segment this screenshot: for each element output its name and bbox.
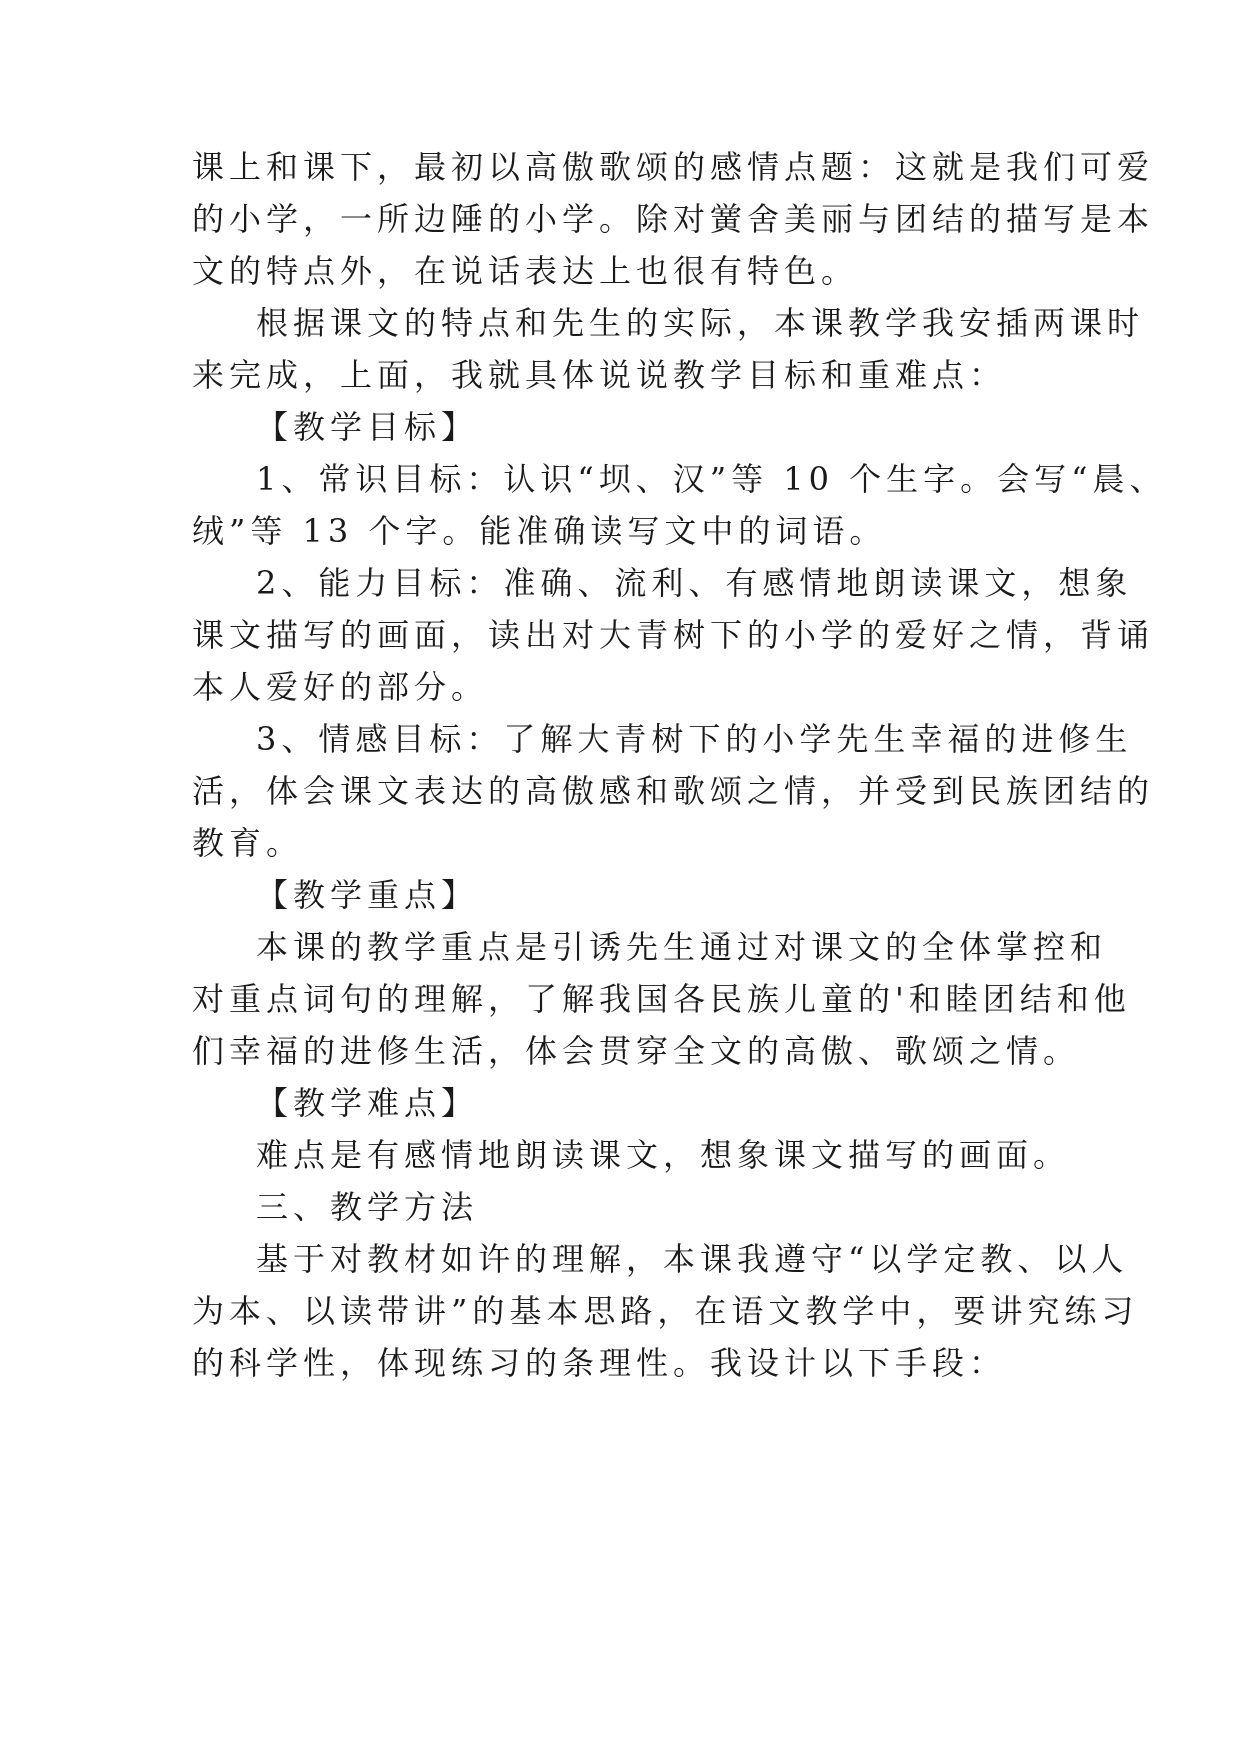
text-line: 为本、以读带讲”的基本思路，在语文教学中，要讲究练习 (192, 1292, 1139, 1330)
text-line: 来完成，上面，我就具体说说教学目标和重难点： (192, 356, 1007, 394)
paragraph-start: 难点是有感情地朗读课文，想象课文描写的画面。 (256, 1136, 1071, 1174)
paragraph-start: 3、情感目标：了解大青树下的小学先生幸福的进修生 (256, 720, 1133, 758)
text-line: 的小学，一所边陲的小学。除对黉舍美丽与团结的描写是本 (192, 200, 1155, 238)
section-heading-teaching-method: 三、教学方法 (256, 1188, 479, 1226)
text-line: 教育。 (192, 824, 304, 862)
text-line: 活，体会课文表达的高傲感和歌颂之情，并受到民族团结的 (192, 772, 1155, 810)
text-line: 本人爱好的部分。 (192, 668, 489, 706)
section-heading-teaching-focus: 【教学重点】 (256, 876, 479, 914)
section-heading-teaching-goals: 【教学目标】 (256, 408, 479, 446)
text-line: 绒”等 13 个字。能准确读写文中的词语。 (192, 512, 887, 550)
section-heading-teaching-difficulty: 【教学难点】 (256, 1084, 479, 1122)
text-line: 课文描写的画面，读出对大青树下的小学的爱好之情，背诵 (192, 616, 1155, 654)
text-line: 的科学性，体现练习的条理性。我设计以下手段： (192, 1344, 1007, 1382)
paragraph-start: 2、能力目标：准确、流利、有感情地朗读课文，想象 (256, 564, 1133, 602)
text-line: 文的特点外，在说话表达上也很有特色。 (192, 252, 859, 290)
text-line: 们幸福的进修生活，体会贯穿全文的高傲、歌颂之情。 (192, 1032, 1081, 1070)
paragraph-start: 1、常识目标：认识“坝、汉”等 10 个生字。会写“晨、 (256, 460, 1167, 498)
paragraph-start: 基于对教材如许的理解，本课我遵守“以学定教、以人 (256, 1240, 1129, 1278)
text-line: 课上和课下，最初以高傲歌颂的感情点题：这就是我们可爱 (192, 148, 1155, 186)
paragraph-start: 本课的教学重点是引诱先生通过对课文的全体掌控和 (256, 928, 1108, 966)
paragraph-start: 根据课文的特点和先生的实际，本课教学我安插两课时 (256, 304, 1145, 342)
text-line: 对重点词句的理解，了解我国各民族儿童的'和睦团结和他 (192, 980, 1131, 1018)
